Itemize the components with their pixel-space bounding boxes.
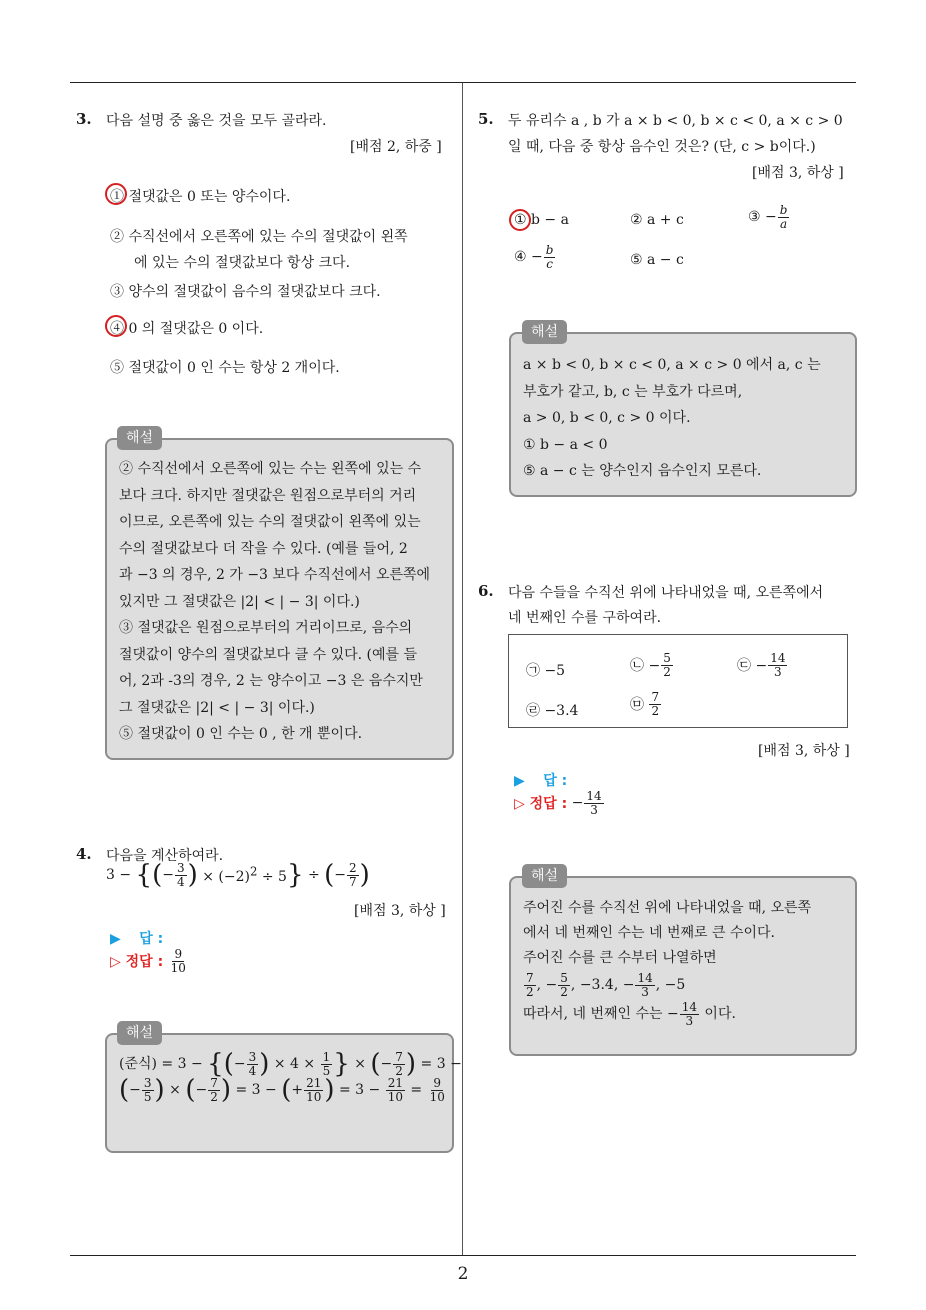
q6-item-2: ㉡ − $\frac{5}{2}$	[630, 651, 671, 679]
q3-option-5[interactable]: ⑤ 절댓값이 0 인 수는 항상 2 개이다.	[110, 360, 340, 376]
q4-expression: 3 − {(− $\frac{3}{4}$ ) × $(-2)^2 \div 5$} ÷ (− $\frac{2}{7}$ )	[106, 860, 370, 890]
q5-sol-line: ⑤ a − c 는 양수인지 음수인지 모른다.	[523, 463, 762, 479]
q6-correct-row: ▷ 정답 : − $\frac{14}{3}$	[514, 789, 602, 817]
q3-sol-line: 수의 절댓값보다 더 작을 수 있다. (예를 들어, 2	[119, 540, 408, 557]
q6-item-1: ㉠ −5	[526, 663, 566, 679]
q3-sol-line: ③ 절댓값은 원점으로부터의 거리이므로, 음수의	[119, 620, 413, 636]
q6-answer-label: 답 :	[543, 773, 568, 789]
q4-correct-row	[110, 948, 189, 974]
q3-sol-line: 이므로, 오른쪽에 있는 수의 절댓값이 왼쪽에 있는	[119, 514, 421, 530]
q3-solution-box	[105, 438, 454, 760]
q4-number: 4.	[76, 845, 92, 863]
q5-sol-line: ① b − a < 0	[523, 436, 608, 453]
q4-solution-box	[105, 1033, 462, 1153]
q5-question-line2: 일 때, 다음 중 항상 음수인 것은? (단, c > b이다.)	[508, 139, 816, 155]
q3-sol-line: 어, 2과 -3의 경우, 2 는 양수이고 −3 은 음수지만	[119, 673, 423, 689]
q3-sol-line: 그 절댓값은 |2| < | − 3| 이다.)	[119, 699, 315, 716]
q6-sol-conclusion: 따라서, 네 번째인 수는 − $\frac{14}{3}$ 이다.	[523, 999, 736, 1028]
q5-sol-line: a > 0, b < 0, c > 0 이다.	[523, 410, 691, 426]
q6-question-line2: 네 번째인 수를 구하여라.	[508, 610, 662, 626]
q6-solution-box	[509, 876, 857, 1056]
play-arrow-icon: ▶	[110, 931, 121, 947]
q6-sol-line: 주어진 수를 큰 수부터 나열하면	[523, 950, 717, 966]
q6-correct-label-text: 정답 :	[529, 796, 568, 813]
q3-question: 다음 설명 중 옳은 것을 모두 골라라.	[106, 113, 327, 129]
outline-arrow-icon: ▷	[514, 796, 525, 813]
q5-question-line1: 두 유리수 a , b 가 a × b < 0, b × c < 0, a × c > 0	[508, 113, 843, 129]
q3-sol-line: 절댓값이 양수의 절댓값보다 클 수 있다. (예를 들	[119, 646, 418, 663]
q6-item-4: ㉣ −3.4	[526, 703, 579, 719]
q3-number: 3.	[76, 110, 92, 128]
footer-rule	[70, 1255, 856, 1256]
q4-correct-label-text: 정답 :	[125, 954, 164, 971]
q5-number: 5.	[478, 110, 494, 128]
q5-solution-tag: 해설	[522, 320, 567, 344]
q4-answer-row	[110, 928, 163, 948]
q5-meta: [배점 3, 하상 ]	[752, 165, 844, 181]
q6-sol-line: 에서 네 번째인 수는 네 번째로 큰 수이다.	[523, 925, 775, 941]
q3-sol-line: ⑤ 절댓값이 0 인 수는 0 , 한 개 뿐이다.	[119, 726, 363, 742]
q6-meta: [배점 3, 하상 ]	[758, 743, 850, 759]
q5-sol-line: 부호가 같고, b, c 는 부호가 다르며,	[523, 383, 743, 400]
q4-solution-tag: 해설	[117, 1021, 162, 1045]
q6-question-line1: 다음 수들을 수직선 위에 나타내었을 때, 오른쪽에서	[508, 585, 824, 601]
header-rule	[70, 82, 856, 83]
q6-solution-tag: 해설	[522, 864, 567, 888]
q3-sol-line: 있지만 그 절댓값은 |2| < | − 3| 이다.)	[119, 593, 360, 610]
q3-option-3[interactable]: ③ 양수의 절댓값이 음수의 절댓값보다 크다.	[110, 284, 381, 300]
q4-correct-value	[169, 948, 188, 974]
page-number: 2	[457, 1264, 469, 1284]
q4-question: 다음을 계산하여라.	[106, 848, 224, 864]
q4-correct-den: 10	[170, 960, 186, 975]
q5-sol-line: a × b < 0, b × c < 0, a × c > 0 에서 a, c 는	[523, 357, 821, 373]
q5-option-1[interactable]: ① b − a	[514, 212, 569, 228]
outline-arrow-icon: ▷	[110, 954, 121, 971]
q3-solution-tag: 해설	[117, 426, 162, 450]
q3-sol-line: 과 −3 의 경우, 2 가 −3 보다 수직선에서 오른쪽에	[119, 567, 431, 583]
q3-option-2-line1[interactable]: ② 수직선에서 오른쪽에 있는 수의 절댓값이 왼쪽	[110, 229, 408, 245]
q6-answer-row	[514, 770, 567, 790]
q3-option-2-line2: 에 있는 수의 절댓값보다 항상 크다.	[134, 255, 351, 271]
q3-sol-line: ② 수직선에서 오른쪽에 있는 수는 왼쪽에 있는 수	[119, 461, 422, 477]
q5-option-5[interactable]: ⑤ a − c	[630, 252, 684, 268]
q4-solution-body: (준식) = 3 − {(− $\frac{3}{4}$ ) × 4 × $\frac{1}{5}$ } × (− $\frac{7}{2}$ ) = 3 − (− $\frac{3}{5}$ ) × (− $\frac{7}{2}$ ) = 3 − (+ $\frac{21}{10}$ ) = 3 − $\frac{21}{10}$ = $\frac{9}{10}$	[119, 1049, 462, 1106]
q6-sol-order: $\frac{7}{2}$ , − $\frac{5}{2}$ , −3.4, − $\frac{14}{3}$ , −5	[526, 970, 686, 999]
q3-sol-line: 보다 크다. 하지만 절댓값은 원점으로부터의 거리	[119, 487, 417, 504]
q3-option-4[interactable]: ④ 0 의 절댓값은 0 이다.	[110, 321, 264, 337]
q6-correct-label	[514, 796, 567, 812]
q5-option-2[interactable]: ② a + c	[630, 212, 684, 228]
play-arrow-icon: ▶	[514, 773, 525, 789]
q6-number: 6.	[478, 582, 494, 600]
q4-correct-label	[110, 954, 163, 970]
q3-meta: [배점 2, 하중 ]	[350, 139, 442, 155]
q4-answer-label: 답 :	[139, 931, 164, 947]
q6-item-5: ㉤ $\frac{7}{2}$	[630, 690, 660, 718]
column-divider	[462, 83, 463, 1255]
q3-option-1[interactable]: ① 절댓값은 0 또는 양수이다.	[110, 189, 291, 205]
q5-solution-box	[509, 332, 857, 497]
q5-option-3[interactable]: ③ − $\frac{b}{a}$	[748, 203, 788, 231]
q6-sol-line: 주어진 수를 수직선 위에 나타내었을 때, 오른쪽	[523, 900, 812, 916]
q4-correct-num: 9	[174, 947, 183, 961]
q6-item-3: ㉢ − $\frac{14}{3}$	[737, 651, 786, 679]
q5-option-4[interactable]: ④ − $\frac{b}{c}$	[514, 243, 554, 271]
q4-meta: [배점 3, 하상 ]	[354, 903, 446, 919]
